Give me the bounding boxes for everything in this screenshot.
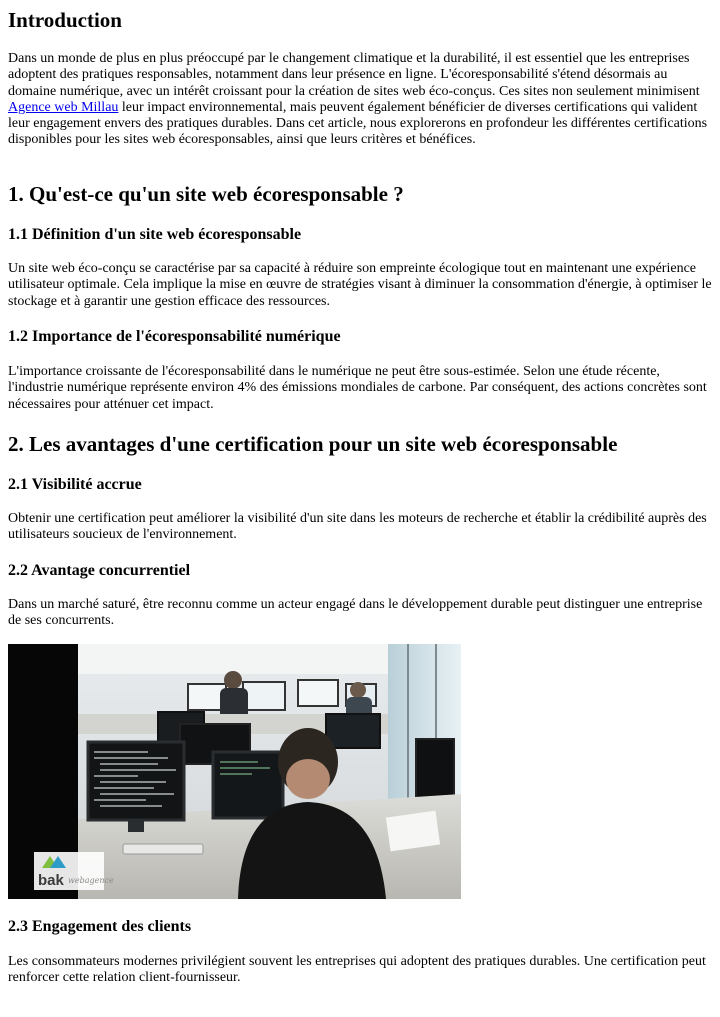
photo-back-monitor <box>298 680 338 706</box>
photo-mid-monitor <box>326 714 380 748</box>
section1-2-paragraph: L'importance croissante de l'écoresponsabilité dans le numérique ne peut être sous-estimée. Selon une étude récente, l'industrie numérique représente environ 4% des émissions mondiales de carbone. Par conséquent, des actions concrètes sont nécessaires pour atténuer cet impact. <box>8 364 707 412</box>
intro-heading: Introduction <box>8 8 122 32</box>
intro-text-before-link: Dans un monde de plus en plus préoccupé par le changement climatique et la durabilité, il est essentiel que les entreprises adoptent des pratiques responsables, notamment dans leur présence en ligne. L'écoresponsabilité s'étend désormais au domaine numérique, avec un intérêt croissant pour la création de sites web éco-conçus. Ces sites non seulement minimisent <box>8 51 700 99</box>
section1-1-paragraph: Un site web éco-conçu se caractérise par sa capacité à réduire son empreinte écologique tout en maintenant une expérience utilisateur optimale. Cela implique la mise en œuvre de stratégies visant à diminuer la consommation d'énergie, à optimiser le stockage et à garantir une gestion efficace des ressources. <box>8 261 712 309</box>
section1-heading: 1. Qu'est-ce qu'un site web écoresponsable ? <box>8 182 404 206</box>
office-photo <box>8 644 461 899</box>
section2-2-paragraph: Dans un marché saturé, être reconnu comme un acteur engagé dans le développement durable peut distinguer une entreprise de ses concurrents. <box>8 597 703 629</box>
photo-logo-text: bak <box>38 872 64 889</box>
photo-main-monitor <box>88 742 184 820</box>
intro-text-after-link: leur impact environnemental, mais peuvent également bénéficier de diverses certifications qui valident leur engagement envers des pratiques durables. Dans cet article, nous explorerons en profondeur les différentes certifications disponibles pour les sites web écoresponsables, ainsi que leurs critères et bénéfices. <box>8 99 708 148</box>
section2-3-paragraph: Les consommateurs modernes privilégient souvent les entreprises qui adoptent des pratiques durables. Une certification peut renforcer cette relation client-fournisseur. <box>8 954 706 986</box>
agence-web-millau-link[interactable]: Agence web Millau <box>8 99 119 115</box>
section2-1-paragraph: Obtenir une certification peut améliorer la visibilité d'un site dans les moteurs de recherche et établir la crédibilité auprès des utilisateurs soucieux de l'environnement. <box>8 511 707 543</box>
section2-heading: 2. Les avantages d'une certification pour un site web écoresponsable <box>8 432 618 456</box>
section2-3-heading: 2.3 Engagement des clients <box>8 918 192 935</box>
section2-1-heading: 2.1 Visibilité accrue <box>8 476 142 493</box>
section2-2-heading: 2.2 Avantage concurrentiel <box>8 562 191 579</box>
section1-2-heading: 1.2 Importance de l'écoresponsabilité numérique <box>8 328 341 345</box>
photo-logo <box>34 852 114 890</box>
intro-paragraph <box>8 51 712 149</box>
photo-logo-script: webagence <box>68 876 114 885</box>
photo-back-monitor <box>243 682 285 710</box>
section1-1-heading: 1.1 Définition d'un site web écoresponsable <box>8 226 302 243</box>
